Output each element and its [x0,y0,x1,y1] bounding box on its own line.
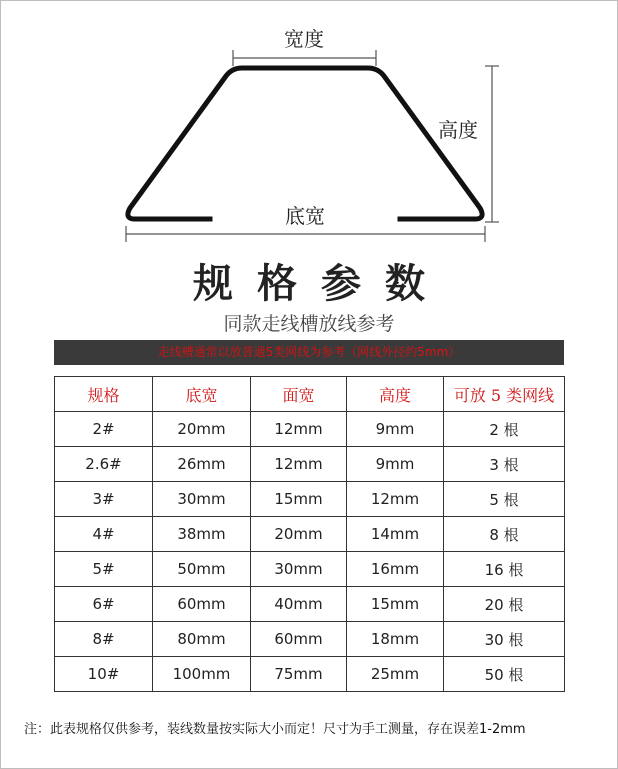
cell-bottom-width: 20mm [153,412,251,447]
table-row [55,447,565,482]
table-row [55,622,565,657]
header-spec: 规格 [55,377,153,412]
table-row [55,482,565,517]
page-title: 规格参数 [193,261,449,307]
cell-height: 16mm [347,552,444,587]
cell-bottom-width: 100mm [153,657,251,692]
header-height: 高度 [347,377,444,412]
cell-cable-capacity: 5 根 [444,482,565,517]
cell-cable-capacity: 2 根 [444,412,565,447]
cell-height: 12mm [347,482,444,517]
cell-spec: 10# [55,657,153,692]
table-row [55,657,565,692]
cell-bottom-width: 60mm [153,587,251,622]
table-row [55,412,565,447]
page-subtitle: 同款走线槽放线参考 [223,313,395,335]
cell-top-width: 12mm [251,447,347,482]
top-width-label: 宽度 [284,27,324,51]
cell-cable-capacity: 8 根 [444,517,565,552]
height-label: 高度 [438,118,478,142]
reference-banner: 走线槽通常以放普通5类网线为参考（网线外径约5mm） [54,340,564,365]
cell-bottom-width: 80mm [153,622,251,657]
cell-cable-capacity: 3 根 [444,447,565,482]
cell-height: 9mm [347,412,444,447]
cell-spec: 3# [55,482,153,517]
cell-height: 15mm [347,587,444,622]
cell-cable-capacity: 16 根 [444,552,565,587]
cell-bottom-width: 38mm [153,517,251,552]
cell-bottom-width: 50mm [153,552,251,587]
header-top-width: 面宽 [251,377,347,412]
cell-height: 25mm [347,657,444,692]
cell-spec: 5# [55,552,153,587]
cell-bottom-width: 26mm [153,447,251,482]
cell-top-width: 20mm [251,517,347,552]
cell-bottom-width: 30mm [153,482,251,517]
cell-top-width: 15mm [251,482,347,517]
cell-spec: 2.6# [55,447,153,482]
bottom-width-label: 底宽 [285,204,325,228]
cell-spec: 4# [55,517,153,552]
cell-top-width: 40mm [251,587,347,622]
bottom-width-dimension [126,226,485,242]
cell-top-width: 30mm [251,552,347,587]
cell-spec: 8# [55,622,153,657]
cell-height: 18mm [347,622,444,657]
height-dimension [485,66,499,222]
table-row [55,587,565,622]
cell-top-width: 75mm [251,657,347,692]
header-bottom-width: 底宽 [153,377,251,412]
trunking-profile-shape [128,68,482,219]
cell-cable-capacity: 50 根 [444,657,565,692]
cell-top-width: 60mm [251,622,347,657]
cell-height: 14mm [347,517,444,552]
table-header-row [55,377,565,412]
table-row [55,552,565,587]
cell-cable-capacity: 30 根 [444,622,565,657]
table-row [55,517,565,552]
top-width-dimension [233,50,376,66]
cell-top-width: 12mm [251,412,347,447]
header-cable-capacity: 可放 5 类网线 [444,377,565,412]
footnote: 注：此表规格仅供参考，装线数量按实际大小而定！尺寸为手工测量，存在误差1-2mm [24,722,526,737]
cell-cable-capacity: 20 根 [444,587,565,622]
cell-height: 9mm [347,447,444,482]
trunking-profile-diagram [0,0,618,250]
cell-spec: 6# [55,587,153,622]
cell-spec: 2# [55,412,153,447]
spec-table [54,376,565,692]
